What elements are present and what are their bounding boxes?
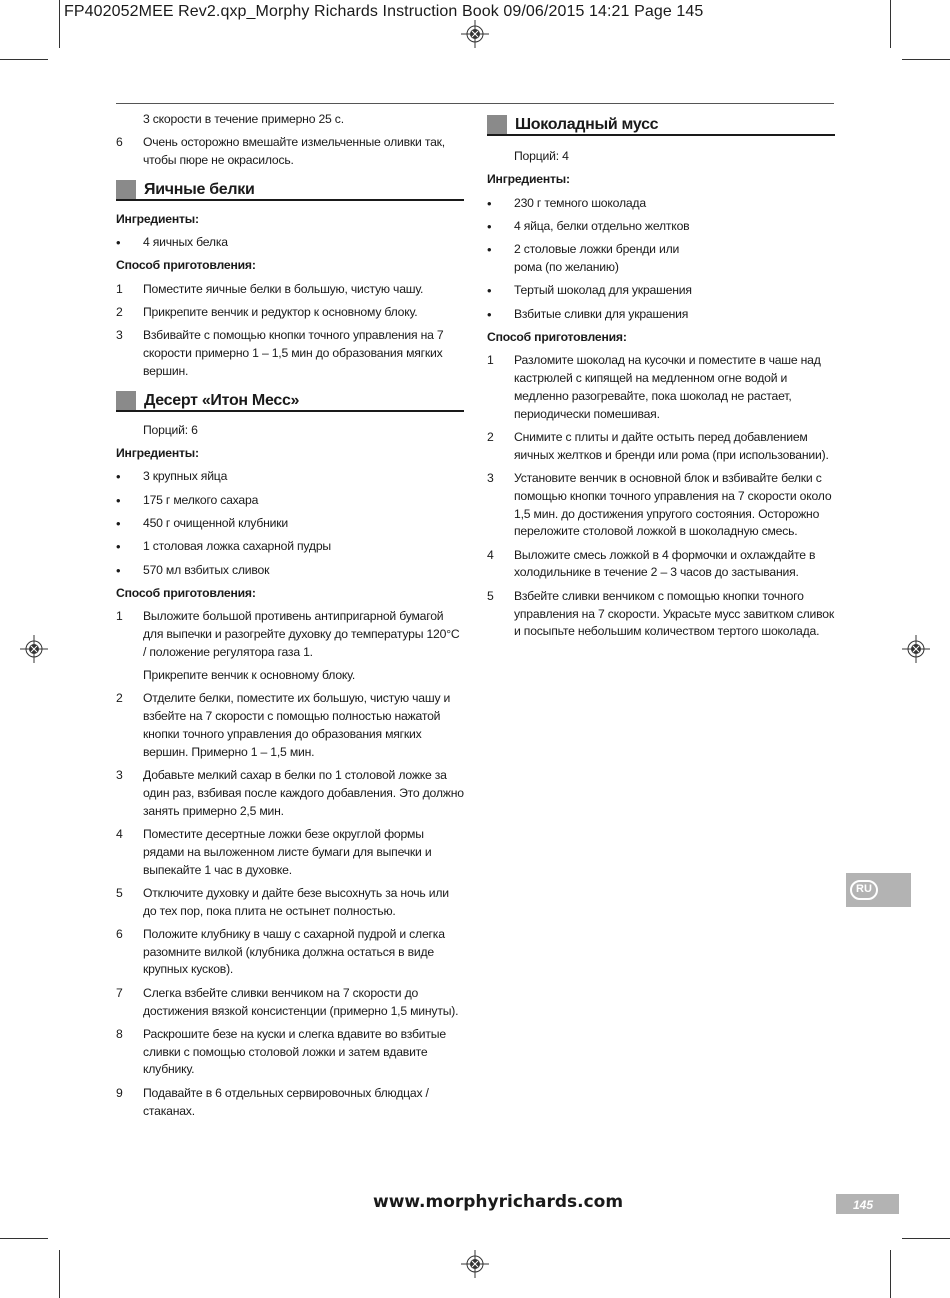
section-title: Шоколадный мусс bbox=[515, 116, 659, 133]
step-text: Отключите духовку и дайте безе высохнуть за ночь или до тех пор, пока плита не остынет полностью. bbox=[143, 885, 449, 918]
step-number: 4 bbox=[116, 826, 123, 841]
step-number: 2 bbox=[116, 305, 123, 320]
list-item bbox=[116, 304, 464, 322]
step-number: 1 bbox=[116, 609, 123, 624]
header-rule bbox=[116, 103, 834, 104]
bullet-icon: • bbox=[487, 283, 492, 299]
method-label: Способ приготовления: bbox=[116, 585, 256, 600]
list-item bbox=[116, 134, 464, 170]
list-item bbox=[116, 826, 464, 879]
right-column bbox=[487, 115, 835, 647]
registration-mark-icon bbox=[20, 635, 48, 663]
section-title: Десерт «Итон Месс» bbox=[144, 391, 300, 409]
bullet-icon: • bbox=[116, 539, 121, 555]
method-label: Способ приготовления: bbox=[487, 329, 627, 344]
heading-marker bbox=[487, 115, 507, 134]
crop-mark bbox=[0, 1238, 48, 1239]
step-note: Прикрепите венчик к основному блоку. bbox=[143, 668, 356, 683]
step-text: Положите клубнику в чашу с сахарной пудрой и слегка разомните вилкой (клубника должна остаться в виде крупных кусков). bbox=[143, 926, 445, 977]
step-number: 3 bbox=[116, 768, 123, 783]
step-number: 8 bbox=[116, 1026, 123, 1041]
language-code: RU bbox=[856, 883, 872, 895]
registration-mark-icon bbox=[902, 635, 930, 663]
crop-mark bbox=[890, 1250, 891, 1298]
crop-mark bbox=[902, 1238, 950, 1239]
language-tab bbox=[846, 873, 911, 907]
list-item bbox=[487, 429, 835, 465]
step-text: Поместите десертные ложки безе округлой формы рядами на выложенном листе бумаги для выпечки и выпекайте 1 час в духовке. bbox=[143, 826, 432, 877]
list-item bbox=[487, 282, 835, 300]
step-number: 7 bbox=[116, 985, 123, 1000]
step-text: Выложите смесь ложкой в 4 формочки и охлаждайте в холодильнике в течение 2 – 3 часов до застывания. bbox=[514, 547, 816, 580]
crop-mark bbox=[890, 0, 891, 48]
ingredient: 175 г мелкого сахара bbox=[143, 492, 259, 507]
list-item bbox=[116, 327, 464, 380]
ingredient: 4 яйца, белки отдельно желтков bbox=[514, 218, 690, 233]
list-item bbox=[116, 492, 464, 510]
step-text: Взбивайте с помощью кнопки точного управления на 7 скорости примерно 1 – 1,5 мин до образования мягких вершин. bbox=[143, 328, 444, 378]
list-item bbox=[116, 690, 464, 761]
ingredient: Взбитые сливки для украшения bbox=[514, 306, 689, 321]
list-item bbox=[116, 515, 464, 533]
step-text: Раскрошите безе на куски и слегка вдавите во взбитые сливки с помощью столовой ложки и затем вдавите клубнику. bbox=[143, 1026, 446, 1077]
list-item bbox=[487, 241, 835, 277]
ingredient: 1 столовая ложка сахарной пудры bbox=[143, 539, 331, 554]
ingredient: 230 г темного шоколада bbox=[514, 195, 646, 210]
ingredient: 570 мл взбитых сливок bbox=[143, 562, 270, 577]
step-text: Прикрепите венчик и редуктор к основному блоку. bbox=[143, 305, 418, 320]
step-number: 9 bbox=[116, 1085, 123, 1100]
list-item bbox=[116, 234, 464, 252]
print-slug: FP402052MEE Rev2.qxp_Morphy Richards Instruction Book 09/06/2015 14:21 Page 145 bbox=[64, 3, 704, 20]
list-item bbox=[116, 281, 464, 299]
section-heading-chocolate-mousse bbox=[487, 115, 835, 136]
list-item bbox=[116, 562, 464, 580]
page-number-tab bbox=[836, 1194, 899, 1214]
step-number: 2 bbox=[487, 429, 494, 444]
list-item bbox=[487, 218, 835, 236]
ingredient: 4 яичных белка bbox=[143, 235, 228, 250]
step-text: Добавьте мелкий сахар в белки по 1 столовой ложке за один раз, взбивая после каждого добавления. Это должно занять примерно 2,5 мин. bbox=[143, 768, 464, 818]
step-text: Разломите шоколад на кусочки и поместите в чаше над кастрюлей с кипящей на медленном огне водой и медленно разогревайте, пока шоколад не растает, периодически помешивая. bbox=[514, 353, 821, 421]
ingredients-label: Ингредиенты: bbox=[487, 172, 570, 187]
registration-mark-icon bbox=[461, 1250, 489, 1278]
step-number: 2 bbox=[116, 691, 123, 706]
step-text: Подавайте в 6 отдельных сервировочных блюдцах / стаканах. bbox=[143, 1085, 429, 1118]
bullet-icon: • bbox=[116, 235, 121, 251]
step-number: 5 bbox=[116, 885, 123, 900]
list-item bbox=[116, 985, 464, 1021]
ingredients-label: Ингредиенты: bbox=[116, 446, 199, 461]
step-text: Очень осторожно вмешайте измельченные оливки так, чтобы пюре не окрасилось. bbox=[143, 135, 445, 168]
step-number: 1 bbox=[116, 281, 123, 296]
bullet-icon: • bbox=[116, 515, 121, 531]
section-title: Яичные белки bbox=[144, 180, 255, 198]
ingredient: Тертый шоколад для украшения bbox=[514, 283, 692, 298]
list-item bbox=[487, 352, 835, 423]
footer-website: www.morphyrichards.com bbox=[373, 1192, 624, 1212]
left-column bbox=[116, 111, 464, 1126]
list-item bbox=[116, 1026, 464, 1079]
list-item bbox=[116, 926, 464, 979]
continued-text: 3 скорости в течение примерно 25 с. bbox=[143, 112, 344, 126]
step-text: Взбейте сливки венчиком с помощью кнопки точного управления на 7 скорости. Украсьте мусс завитком сливок и посыпьте небольшим количеством тертого шоколада. bbox=[514, 588, 835, 639]
list-item bbox=[116, 767, 464, 820]
list-item bbox=[116, 1085, 464, 1121]
step-number: 3 bbox=[116, 328, 123, 343]
step-number: 6 bbox=[116, 135, 123, 150]
ingredients-label: Ингредиенты: bbox=[116, 211, 199, 226]
section-heading-eton-mess bbox=[116, 391, 464, 412]
step-number: 4 bbox=[487, 547, 494, 562]
method-label: Способ приготовления: bbox=[116, 258, 256, 273]
list-item bbox=[116, 885, 464, 921]
step-number: 5 bbox=[487, 588, 494, 603]
crop-mark bbox=[902, 59, 950, 60]
section-heading-egg-whites bbox=[116, 180, 464, 201]
list-item bbox=[487, 195, 835, 213]
list-item bbox=[487, 306, 835, 324]
bullet-icon: • bbox=[116, 562, 121, 578]
list-item bbox=[487, 547, 835, 583]
list-item bbox=[116, 468, 464, 486]
list-item bbox=[116, 608, 464, 661]
portions: Порций: 6 bbox=[143, 422, 198, 437]
step-text: Снимите с плиты и дайте остыть перед добавлением яичных желтков и бренди или рома (при использовании). bbox=[514, 429, 829, 462]
list-item bbox=[487, 588, 835, 641]
ingredient: 3 крупных яйца bbox=[143, 469, 228, 484]
language-badge bbox=[850, 880, 878, 900]
step-number: 1 bbox=[487, 353, 494, 368]
step-number: 6 bbox=[116, 926, 123, 941]
bullet-icon: • bbox=[487, 242, 492, 258]
list-item bbox=[116, 538, 464, 556]
bullet-icon: • bbox=[487, 218, 492, 234]
step-text: Слегка взбейте сливки венчиком на 7 скорости до достижения вязкой консистенции (примерно 1,5 минуты). bbox=[143, 985, 459, 1018]
ingredient: 2 столовые ложки бренди или рома (по желанию) bbox=[514, 242, 680, 274]
bullet-icon: • bbox=[487, 195, 492, 211]
crop-mark bbox=[59, 0, 60, 48]
page-number: 145 bbox=[852, 1198, 873, 1212]
step-text: Выложите большой противень антипригарной бумагой для выпечки и разогрейте духовку до температуры 120°C / положение регулятора газа 1. bbox=[143, 609, 460, 659]
step-text: Установите венчик в основной блок и взбивайте белки с помощью кнопки точного управления на 7 скорости около 1,5 мин. до достижения упругого состояния. Осторожно переложите столовой ложкой в шоколадную смесь. bbox=[514, 470, 832, 539]
step-number: 3 bbox=[487, 470, 494, 485]
bullet-icon: • bbox=[487, 306, 492, 322]
step-text: Поместите яичные белки в большую, чистую чашу. bbox=[143, 281, 424, 296]
step-text: Отделите белки, поместите их большую, чистую чашу и взбейте на 7 скорости с помощью полностью нажатой кнопки точного управления до образования мягких вершин. Примерно 1 – 1,5 мин. bbox=[143, 691, 451, 759]
registration-mark-icon bbox=[461, 20, 489, 48]
crop-mark bbox=[0, 59, 48, 60]
portions: Порций: 4 bbox=[514, 149, 569, 163]
bullet-icon: • bbox=[116, 492, 121, 508]
ingredient: 450 г очищенной клубники bbox=[143, 515, 288, 530]
heading-marker bbox=[116, 180, 136, 199]
heading-marker bbox=[116, 391, 136, 410]
crop-mark bbox=[59, 1250, 60, 1298]
list-item bbox=[487, 470, 835, 541]
bullet-icon: • bbox=[116, 469, 121, 485]
